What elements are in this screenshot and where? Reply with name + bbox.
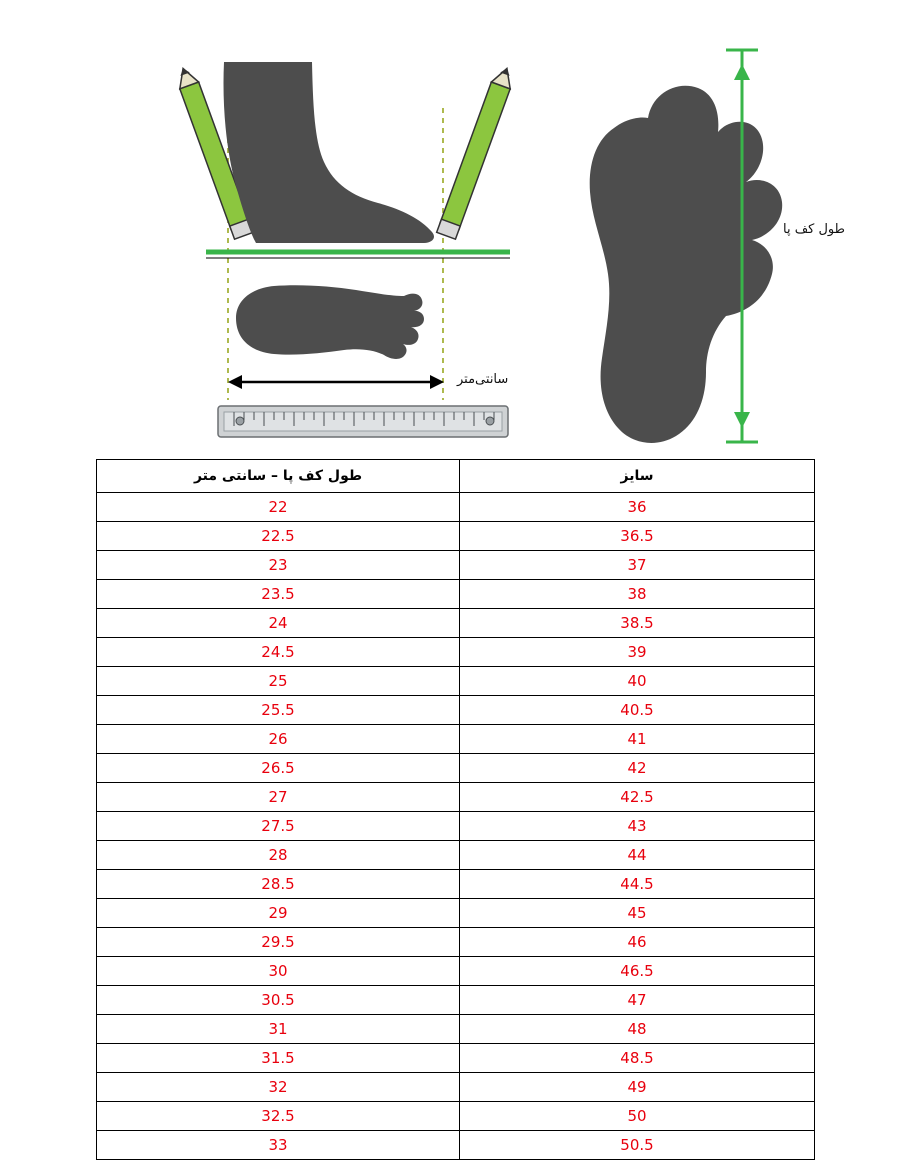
table-row bbox=[97, 1044, 815, 1073]
table-row bbox=[97, 899, 815, 928]
cell-length: 22.5 bbox=[97, 522, 460, 551]
cell-size: 38 bbox=[460, 580, 815, 609]
table-row bbox=[97, 986, 815, 1015]
table-row bbox=[97, 1102, 815, 1131]
table-row bbox=[97, 522, 815, 551]
cell-length: 32 bbox=[97, 1073, 460, 1102]
cell-size: 43 bbox=[460, 812, 815, 841]
table-row bbox=[97, 783, 815, 812]
header-length: طول کف پا – سانتی متر bbox=[97, 460, 460, 493]
cell-size: 41 bbox=[460, 725, 815, 754]
cell-size: 40 bbox=[460, 667, 815, 696]
cell-length: 32.5 bbox=[97, 1102, 460, 1131]
table-row bbox=[97, 870, 815, 899]
side-foot-shape bbox=[224, 62, 435, 243]
cell-size: 39 bbox=[460, 638, 815, 667]
cell-size: 42.5 bbox=[460, 783, 815, 812]
cell-length: 28 bbox=[97, 841, 460, 870]
table-row bbox=[97, 754, 815, 783]
cell-size: 48 bbox=[460, 1015, 815, 1044]
table-row bbox=[97, 957, 815, 986]
size-chart-table bbox=[96, 459, 815, 1160]
cell-size: 42 bbox=[460, 754, 815, 783]
table-row bbox=[97, 812, 815, 841]
cell-size: 49 bbox=[460, 1073, 815, 1102]
length-arrow-horizontal bbox=[228, 375, 444, 389]
cell-length: 26.5 bbox=[97, 754, 460, 783]
centimeter-label: سانتی‌متر bbox=[457, 372, 509, 387]
cell-length: 31.5 bbox=[97, 1044, 460, 1073]
cell-size: 44 bbox=[460, 841, 815, 870]
cell-size: 38.5 bbox=[460, 609, 815, 638]
table-row bbox=[97, 696, 815, 725]
cell-size: 50 bbox=[460, 1102, 815, 1131]
table-row bbox=[97, 1015, 815, 1044]
cell-size: 48.5 bbox=[460, 1044, 815, 1073]
cell-length: 25.5 bbox=[97, 696, 460, 725]
cell-size: 47 bbox=[460, 986, 815, 1015]
table-row bbox=[97, 493, 815, 522]
sole-foot-shape-small bbox=[236, 285, 424, 359]
cell-size: 37 bbox=[460, 551, 815, 580]
cell-length: 22 bbox=[97, 493, 460, 522]
table-row bbox=[97, 928, 815, 957]
cell-length: 23 bbox=[97, 551, 460, 580]
cell-length: 25 bbox=[97, 667, 460, 696]
cell-length: 27 bbox=[97, 783, 460, 812]
cell-length: 30.5 bbox=[97, 986, 460, 1015]
table-row bbox=[97, 841, 815, 870]
cell-length: 28.5 bbox=[97, 870, 460, 899]
cell-size: 44.5 bbox=[460, 870, 815, 899]
table-row bbox=[97, 609, 815, 638]
table-row bbox=[97, 1073, 815, 1102]
cell-length: 26 bbox=[97, 725, 460, 754]
cell-length: 23.5 bbox=[97, 580, 460, 609]
cell-size: 36.5 bbox=[460, 522, 815, 551]
pencil-right bbox=[437, 65, 517, 239]
illustration-svg bbox=[0, 0, 907, 455]
cell-length: 30 bbox=[97, 957, 460, 986]
cell-length: 27.5 bbox=[97, 812, 460, 841]
table-row bbox=[97, 551, 815, 580]
table-header-row bbox=[97, 460, 815, 493]
table-row bbox=[97, 580, 815, 609]
ruler bbox=[218, 406, 508, 437]
table-row bbox=[97, 1131, 815, 1160]
sole-foot-shape-large bbox=[590, 86, 782, 443]
cell-size: 50.5 bbox=[460, 1131, 815, 1160]
cell-length: 31 bbox=[97, 1015, 460, 1044]
table-body bbox=[97, 493, 815, 1160]
table-row bbox=[97, 667, 815, 696]
cell-length: 24.5 bbox=[97, 638, 460, 667]
cell-size: 36 bbox=[460, 493, 815, 522]
cell-length: 29.5 bbox=[97, 928, 460, 957]
cell-length: 29 bbox=[97, 899, 460, 928]
cell-size: 40.5 bbox=[460, 696, 815, 725]
table-row bbox=[97, 725, 815, 754]
cell-size: 46.5 bbox=[460, 957, 815, 986]
table-row bbox=[97, 638, 815, 667]
header-size: سایز bbox=[460, 460, 815, 493]
cell-size: 46 bbox=[460, 928, 815, 957]
cell-length: 24 bbox=[97, 609, 460, 638]
cell-length: 33 bbox=[97, 1131, 460, 1160]
sole-length-label: طول کف پا bbox=[783, 222, 845, 237]
foot-measurement-illustration bbox=[0, 0, 907, 455]
cell-size: 45 bbox=[460, 899, 815, 928]
